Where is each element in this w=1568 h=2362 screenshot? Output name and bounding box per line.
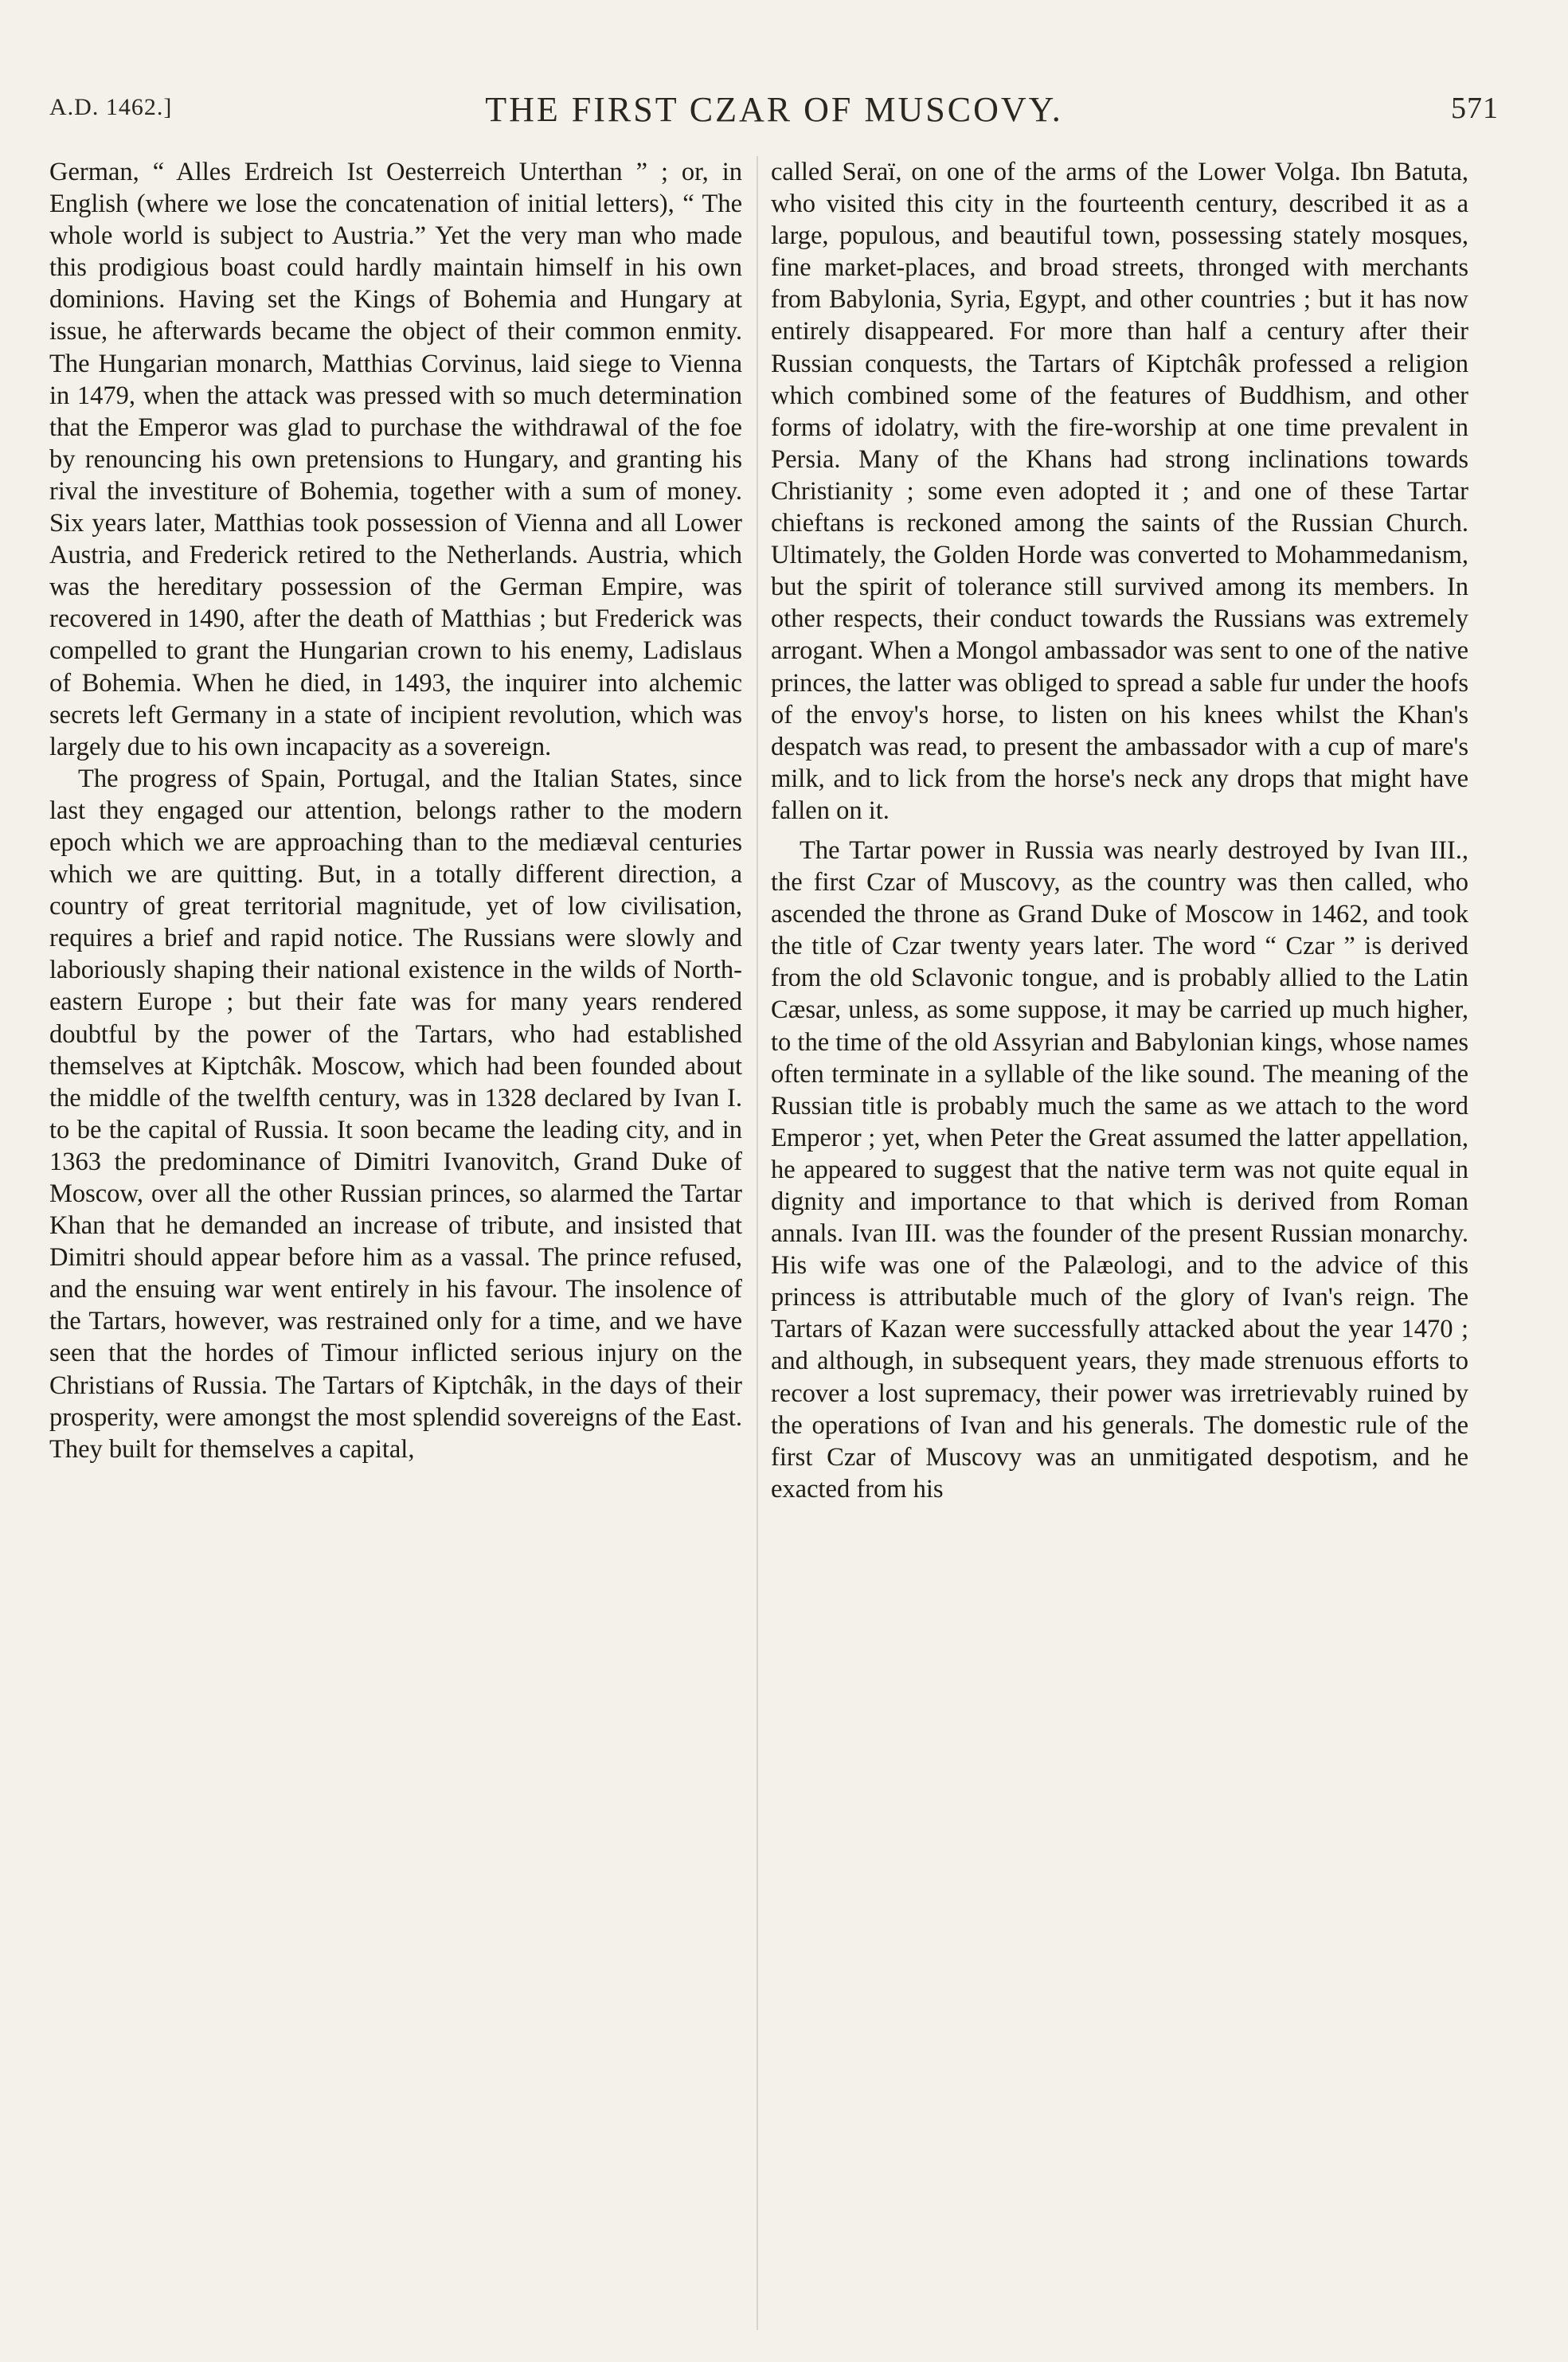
page-number: 571 — [1451, 92, 1499, 125]
right-column — [771, 156, 1468, 1505]
page-title: THE FIRST CZAR OF MUSCOVY. — [485, 90, 1063, 129]
left-column — [49, 156, 742, 1465]
paragraph-right-2: The Tartar power in Russia was nearly destroyed by Ivan III., the first Czar of Muscovy, as the country was then called, who ascended the throne as Grand Duke of Moscow in 1462, and took the title of Czar twenty years later. The word “ Czar ” is derived from the old Sclavonic tongue, and is probably allied to the Latin Cæsar, unless, as some suppose, it may be carried up much higher, to the time of the old Assyrian and Babylonian kings, whose names often terminate in a syllable of the like sound. The meaning of the Russian title is probably much the same as we attach to the word Emperor ; yet, when Peter the Great assumed the latter appellation, he appeared to suggest that the native term was not quite equal in dignity and importance to that which is derived from Roman annals. Ivan III. was the founder of the present Russian monarchy. His wife was one of the Palæologi, and to the advice of this princess is attributable much of the glory of Ivan's reign. The Tartars of Kazan were successfully attacked about the year 1470 ; and although, in subsequent years, they made strenuous efforts to recover a lost supremacy, their power was irretrievably ruined by the operations of Ivan and his generals. The domestic rule of the first Czar of Muscovy was an unmitigated despotism, and he exacted from his — [771, 835, 1468, 1504]
header-date: A.D. 1462.] — [49, 94, 173, 120]
paragraph-left-2: The progress of Spain, Portugal, and the Italian States, since last they engaged our attention, belongs rather to the modern epoch which we are approaching than to the mediæval centuries which we are quitting. But, in a totally different direction, a country of great territorial magnitude, yet of low civilisation, requires a brief and rapid notice. The Russians were slowly and laboriously shaping their national existence in the wilds of North-eastern Europe ; but their fate was for many years rendered doubtful by the power of the Tartars, who had established themselves at Kiptchâk. Moscow, which had been founded about the middle of the twelfth century, was in 1328 declared by Ivan I. to be the capital of Russia. It soon became the leading city, and in 1363 the predominance of Dimitri Ivanovitch, Grand Duke of Moscow, over all the other Russian princes, so alarmed the Tartar Khan that he demanded an increase of tribute, and insisted that Dimitri should appear before him as a vassal. The prince refused, and the ensuing war went entirely in his favour. The insolence of the Tartars, however, was restrained only for a time, and we have seen that the hordes of Timour inflicted serious injury on the Christians of Russia. The Tartars of Kiptchâk, in the days of their prosperity, were amongst the most splendid sovereigns of the East. They built for themselves a capital, — [49, 764, 742, 1464]
column-divider — [757, 156, 758, 2330]
paragraph-left-1: German, “ Alles Erdreich Ist Oesterreich Unterthan ” ; or, in English (where we lose the concatenation of initial letters), “ The whole world is subject to Austria.” Yet the very man who made this prodigious boast could hardly maintain himself in his own dominions. Having set the Kings of Bohemia and Hungary at issue, he afterwards became the object of their common enmity. The Hungarian monarch, Matthias Corvinus, laid siege to Vienna in 1479, when the attack was pressed with so much determination that the Emperor was glad to purchase the withdrawal of the foe by renouncing his own pretensions to Hungary, and granting his rival the investiture of Bohemia, together with a sum of money. Six years later, Matthias took possession of Vienna and all Lower Austria, and Frederick retired to the Netherlands. Austria, which was the hereditary possession of the German Empire, was recovered in 1490, after the death of Matthias ; but Frederick was compelled to grant the Hungarian crown to his enemy, Ladislaus of Bohemia. When he died, in 1493, the inquirer into alchemic secrets left Germany in a state of incipient revolution, which was largely due to his own incapacity as a sovereign. — [49, 158, 742, 761]
running-head — [49, 90, 1499, 139]
paragraph-right-1: called Seraï, on one of the arms of the Lower Volga. Ibn Batuta, who visited this city in the fourteenth century, described it as a large, populous, and beautiful town, possessing stately mosques, fine market-places, and broad streets, thronged with merchants from Babylonia, Syria, Egypt, and other countries ; but it has now entirely disappeared. For more than half a century after their Russian conquests, the Tartars of Kiptchâk professed a religion which combined some of the features of Buddhism, and other forms of idolatry, with the fire-worship at one time prevalent in Persia. Many of the Khans had strong inclinations towards Christianity ; some even adopted it ; and one of these Tartar chieftans is reckoned among the saints of the Russian Church. Ultimately, the Golden Horde was converted to Mohammedanism, but the spirit of tolerance still survived among its members. In other respects, their conduct towards the Russians was extremely arrogant. When a Mongol ambassador was sent to one of the native princes, the latter was obliged to spread a sable fur under the hoofs of the envoy's horse, to listen on his knees whilst the Khan's despatch was read, to present the ambassador with a cup of mare's milk, and to lick from the horse's neck any drops that might have fallen on it. — [771, 158, 1468, 825]
